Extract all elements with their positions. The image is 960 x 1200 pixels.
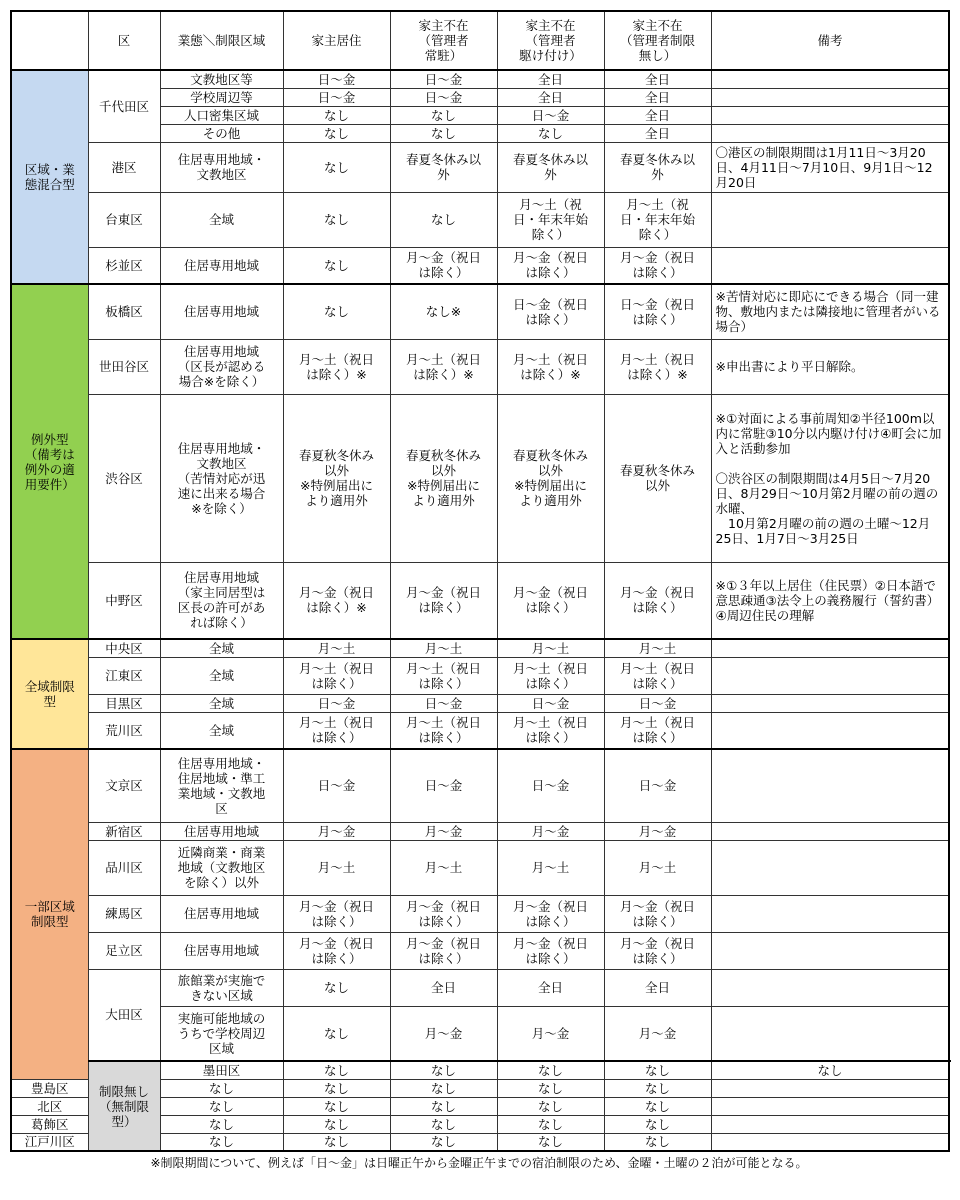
table-row	[11, 247, 949, 284]
table-row	[11, 639, 949, 657]
absent-none-cell: 月～土	[604, 639, 711, 657]
ward-cell: 千代田区	[88, 70, 160, 142]
zone-cell: 全域	[160, 657, 283, 694]
absent-rush-cell: なし	[497, 1133, 604, 1151]
absent-rush-cell: 全日	[497, 70, 604, 88]
table-row	[11, 284, 949, 339]
absent-rush-cell: 月～金（祝日 は除く）	[497, 932, 604, 969]
remarks-cell	[711, 822, 949, 840]
absent-managed-cell: 春夏秋冬休み 以外 ※特例届出に より適用外	[390, 394, 497, 562]
resident-cell: なし	[283, 192, 390, 247]
remarks-cell	[711, 192, 949, 247]
zone-cell: 旅館業が実施で きない区域	[160, 969, 283, 1006]
zone-cell: 住居専用地域・ 文教地区 （苦情対応が迅 速に出来る場合 ※を除く）	[160, 394, 283, 562]
resident-cell: 月～金	[283, 822, 390, 840]
absent-rush-cell: 月～土（祝日 は除く）	[497, 657, 604, 694]
absent-managed-cell: 月～金（祝日 は除く）	[390, 932, 497, 969]
zone-cell: 住居専用地域	[160, 895, 283, 932]
resident-cell: 月～土	[283, 840, 390, 895]
absent-managed-cell: なし	[497, 1061, 604, 1079]
absent-none-cell: 月～金（祝日 は除く）	[604, 895, 711, 932]
absent-none-cell: 全日	[604, 70, 711, 88]
resident-cell: なし	[283, 106, 390, 124]
ward-cell: 江東区	[88, 657, 160, 694]
ward-cell: 品川区	[88, 840, 160, 895]
absent-rush-cell: 日～金	[497, 106, 604, 124]
header-ward: 区	[88, 11, 160, 70]
resident-cell: なし	[283, 124, 390, 142]
absent-managed-cell: 月～金（祝日 は除く）	[390, 247, 497, 284]
absent-rush-cell: 月～土	[497, 639, 604, 657]
remarks-cell	[711, 1097, 949, 1115]
absent-none-cell: 春夏秋冬休み 以外	[604, 394, 711, 562]
absent-managed-cell: なし	[390, 1133, 497, 1151]
resident-cell: なし	[283, 1133, 390, 1151]
zone-cell: なし	[160, 1115, 283, 1133]
zone-cell: 住居専用地域	[160, 822, 283, 840]
category-mixed: 区域・業 態混合型	[11, 70, 88, 284]
resident-cell: 月～金（祝日 は除く）※	[283, 562, 390, 639]
remarks-cell	[711, 712, 949, 749]
regulation-table-container	[10, 10, 948, 1171]
table-row	[11, 749, 949, 822]
absent-rush-cell: なし	[604, 1061, 711, 1079]
absent-managed-cell: 日～金	[390, 749, 497, 822]
absent-none-cell: 春夏冬休み以 外	[604, 142, 711, 192]
table-row	[11, 822, 949, 840]
absent-managed-cell: 春夏冬休み以 外	[390, 142, 497, 192]
absent-none-cell: なし	[604, 1097, 711, 1115]
absent-managed-cell: 日～金	[390, 70, 497, 88]
absent-none-cell: 月～金	[604, 822, 711, 840]
resident-cell: 月～金（祝日 は除く）	[283, 932, 390, 969]
table-row	[11, 895, 949, 932]
absent-none-cell: 月～土（祝日 は除く）※	[604, 339, 711, 394]
absent-managed-cell: なし	[390, 192, 497, 247]
table-row	[11, 969, 949, 1006]
absent-none-cell: 全日	[604, 124, 711, 142]
absent-rush-cell: なし	[497, 1079, 604, 1097]
header-blank	[11, 11, 88, 70]
absent-none-cell: 月～土	[604, 840, 711, 895]
zone-cell: 実施可能地域の うちで学校周辺 区域	[160, 1006, 283, 1061]
zone-cell: 全域	[160, 694, 283, 712]
remarks-cell	[711, 749, 949, 822]
resident-cell: なし	[283, 247, 390, 284]
header-absent-managed: 家主不在 （管理者 常駐）	[390, 11, 497, 70]
resident-cell: 月～土（祝日 は除く）	[283, 657, 390, 694]
absent-none-cell: 全日	[604, 969, 711, 1006]
absent-managed-cell: 月～金（祝日 は除く）	[390, 562, 497, 639]
remarks-cell: ※①３年以上居住（住民票）②日本語で意思疎通③法令上の義務履行（誓約書）④周辺住民の理解	[711, 562, 949, 639]
ward-cell: 練馬区	[88, 895, 160, 932]
zone-cell: なし	[160, 1097, 283, 1115]
absent-managed-cell: 全日	[390, 969, 497, 1006]
ward-cell: 新宿区	[88, 822, 160, 840]
table-row	[11, 339, 949, 394]
absent-rush-cell: 月～土（祝 日・年末年始 除く）	[497, 192, 604, 247]
remarks-cell	[711, 639, 949, 657]
absent-rush-cell: 日～金	[497, 694, 604, 712]
absent-none-cell: なし	[711, 1061, 949, 1079]
absent-none-cell: 月～土（祝日 は除く）	[604, 657, 711, 694]
table-row	[11, 142, 949, 192]
absent-none-cell: 全日	[604, 106, 711, 124]
ward-cell: 北区	[11, 1097, 88, 1115]
absent-managed-cell: なし	[390, 124, 497, 142]
absent-managed-cell: なし	[390, 106, 497, 124]
absent-rush-cell: 月～金（祝日 は除く）	[497, 895, 604, 932]
resident-cell: 月～土（祝日 は除く）	[283, 712, 390, 749]
ward-cell: 台東区	[88, 192, 160, 247]
absent-rush-cell: 日～金	[497, 749, 604, 822]
category-exception: 例外型 （備考は 例外の適 用要件）	[11, 284, 88, 639]
resident-cell: 日～金	[283, 694, 390, 712]
category-partial: 一部区域 制限型	[11, 749, 88, 1079]
absent-rush-cell: 月～土（祝日 は除く）※	[497, 339, 604, 394]
footnote: ※制限期間について、例えば「日～金」は日曜正午から金曜正午までの宿泊制限のため、金曜・土曜の２泊が可能となる。	[150, 1156, 808, 1170]
table-row	[11, 562, 949, 639]
header-resident: 家主居住	[283, 11, 390, 70]
absent-none-cell: 日～金（祝日 は除く）	[604, 284, 711, 339]
remarks-cell	[711, 895, 949, 932]
absent-rush-cell: 全日	[497, 88, 604, 106]
remarks-cell	[711, 70, 949, 88]
remarks-cell: ※①対面による事前周知②半径100m以内に常駐③10分以内駆け付け④町会に加入と活動参加 〇渋谷区の制限期間は4月5日～7月20日、8月29日～10月第2月曜の前の週の水曜、 10月第2月曜の前の週の土曜～12月25日、1月7日～3月25日	[711, 394, 949, 562]
ward-cell: 中野区	[88, 562, 160, 639]
absent-rush-cell: 月～金（祝日 は除く）	[497, 247, 604, 284]
table-row	[11, 1061, 949, 1079]
ward-cell: 目黒区	[88, 694, 160, 712]
remarks-cell: ※申出書により平日解除。	[711, 339, 949, 394]
absent-none-cell: なし	[604, 1133, 711, 1151]
zone-cell: 近隣商業・商業 地域（文教地区 を除く）以外	[160, 840, 283, 895]
absent-none-cell: 月～土（祝 日・年末年始 除く）	[604, 192, 711, 247]
remarks-cell	[711, 1115, 949, 1133]
zone-cell: その他	[160, 124, 283, 142]
ward-cell: 文京区	[88, 749, 160, 822]
absent-rush-cell: 月～金	[497, 1006, 604, 1061]
resident-cell: なし	[283, 142, 390, 192]
resident-cell: なし	[283, 1097, 390, 1115]
remarks-cell	[711, 88, 949, 106]
absent-rush-cell: 春夏秋冬休み 以外 ※特例届出に より適用外	[497, 394, 604, 562]
ward-cell: 渋谷区	[88, 394, 160, 562]
remarks-cell	[711, 247, 949, 284]
absent-none-cell: 月～金（祝日 は除く）	[604, 247, 711, 284]
table-row	[11, 657, 949, 694]
absent-rush-cell: なし	[497, 124, 604, 142]
zone-cell: 住居専用地域・ 文教地区	[160, 142, 283, 192]
resident-cell: 月～金（祝日 は除く）	[283, 895, 390, 932]
zone-cell: 住居専用地域	[160, 284, 283, 339]
absent-rush-cell: 月～土（祝日 は除く）	[497, 712, 604, 749]
absent-none-cell: なし	[604, 1079, 711, 1097]
zone-cell: 人口密集区域	[160, 106, 283, 124]
resident-cell: なし	[283, 284, 390, 339]
zone-cell: 全域	[160, 712, 283, 749]
remarks-cell	[711, 106, 949, 124]
zone-cell: 全域	[160, 192, 283, 247]
absent-none-cell: 全日	[604, 88, 711, 106]
resident-cell: 日～金	[283, 749, 390, 822]
absent-rush-cell: 月～金（祝日 は除く）	[497, 562, 604, 639]
table-row	[11, 394, 949, 562]
absent-managed-cell: 月～金（祝日 は除く）	[390, 895, 497, 932]
zone-cell: なし	[160, 1133, 283, 1151]
absent-rush-cell: 春夏冬休み以 外	[497, 142, 604, 192]
ward-cell: 江戸川区	[11, 1133, 88, 1151]
table-row	[11, 932, 949, 969]
remarks-cell	[711, 657, 949, 694]
absent-managed-cell: 月～土	[390, 840, 497, 895]
remarks-cell	[711, 840, 949, 895]
ward-cell: 足立区	[88, 932, 160, 969]
resident-cell: なし	[283, 1079, 390, 1097]
remarks-cell	[711, 1133, 949, 1151]
header-remarks: 備考	[711, 11, 949, 70]
zone-cell: なし	[160, 1079, 283, 1097]
resident-cell: 月～土（祝日 は除く）※	[283, 339, 390, 394]
ward-cell: 墨田区	[160, 1061, 283, 1079]
table-row	[11, 840, 949, 895]
ward-cell: 荒川区	[88, 712, 160, 749]
resident-cell: なし	[390, 1061, 497, 1079]
minpaku-regulation-table	[10, 10, 950, 1152]
absent-rush-cell: 全日	[497, 969, 604, 1006]
absent-rush-cell: なし	[497, 1115, 604, 1133]
absent-rush-cell: なし	[497, 1097, 604, 1115]
absent-none-cell: 日～金	[604, 694, 711, 712]
ward-cell: 葛飾区	[11, 1115, 88, 1133]
zone-cell: 住居専用地域 （家主同居型は 区長の許可があ れば除く）	[160, 562, 283, 639]
absent-rush-cell: 月～土	[497, 840, 604, 895]
ward-cell: 豊島区	[11, 1079, 88, 1097]
ward-cell: 杉並区	[88, 247, 160, 284]
zone-cell: 住居専用地域	[160, 247, 283, 284]
ward-cell: 大田区	[88, 969, 160, 1061]
absent-managed-cell: 月～土（祝日 は除く）	[390, 712, 497, 749]
absent-managed-cell: なし※	[390, 284, 497, 339]
zone-cell: 学校周辺等	[160, 88, 283, 106]
table-row	[11, 712, 949, 749]
absent-none-cell: 月～土（祝日 は除く）	[604, 712, 711, 749]
resident-cell: 日～金	[283, 70, 390, 88]
ward-cell: 中央区	[88, 639, 160, 657]
absent-managed-cell: なし	[390, 1097, 497, 1115]
remarks-cell	[711, 694, 949, 712]
remarks-cell	[711, 1006, 949, 1061]
absent-managed-cell: 月～土（祝日 は除く）	[390, 657, 497, 694]
absent-rush-cell: 日～金（祝日 は除く）	[497, 284, 604, 339]
remarks-cell: 〇港区の制限期間は1月11日～3月20日、4月11日～7月10日、9月1日～12月20日	[711, 142, 949, 192]
zone-cell: 住居専用地域・ 住居地域・準工 業地域・文教地 区	[160, 749, 283, 822]
remarks-cell	[711, 1079, 949, 1097]
absent-none-cell: 月～金（祝日 は除く）	[604, 932, 711, 969]
absent-managed-cell: 日～金	[390, 88, 497, 106]
remarks-cell: ※苦情対応に即応にできる場合（同一建物、敷地内または隣接地に管理者がいる場合）	[711, 284, 949, 339]
absent-none-cell: 日～金	[604, 749, 711, 822]
table-row	[11, 694, 949, 712]
header-row	[11, 11, 949, 70]
resident-cell: なし	[283, 1006, 390, 1061]
absent-managed-cell: 月～土	[390, 639, 497, 657]
resident-cell: 日～金	[283, 88, 390, 106]
category-all: 全域制限 型	[11, 639, 88, 749]
absent-managed-cell: 月～土（祝日 は除く）※	[390, 339, 497, 394]
resident-cell: 春夏秋冬休み 以外 ※特例届出に より適用外	[283, 394, 390, 562]
resident-cell: なし	[283, 969, 390, 1006]
zone-cell: 文教地区等	[160, 70, 283, 88]
absent-managed-cell: 月～金	[390, 1006, 497, 1061]
header-absent-rush: 家主不在 （管理者 駆け付け）	[497, 11, 604, 70]
zone-cell: 住居専用地域 （区長が認める 場合※を除く）	[160, 339, 283, 394]
zone-cell: なし	[283, 1061, 390, 1079]
table-row	[11, 192, 949, 247]
ward-cell: 港区	[88, 142, 160, 192]
category-none: 制限無し （無制限 型）	[88, 1061, 160, 1151]
remarks-cell	[711, 932, 949, 969]
absent-rush-cell: 月～金	[497, 822, 604, 840]
table-row	[11, 70, 949, 88]
zone-cell: 住居専用地域	[160, 932, 283, 969]
absent-none-cell: 月～金	[604, 1006, 711, 1061]
header-zone: 業態＼制限区域	[160, 11, 283, 70]
remarks-cell	[711, 124, 949, 142]
ward-cell: 世田谷区	[88, 339, 160, 394]
resident-cell: なし	[283, 1115, 390, 1133]
absent-none-cell: 月～金（祝日 は除く）	[604, 562, 711, 639]
absent-managed-cell: なし	[390, 1079, 497, 1097]
absent-managed-cell: なし	[390, 1115, 497, 1133]
header-absent-none: 家主不在 （管理者制限 無し）	[604, 11, 711, 70]
absent-managed-cell: 月～金	[390, 822, 497, 840]
absent-none-cell: なし	[604, 1115, 711, 1133]
remarks-cell	[711, 969, 949, 1006]
resident-cell: 月～土	[283, 639, 390, 657]
absent-managed-cell: 日～金	[390, 694, 497, 712]
ward-cell: 板橋区	[88, 284, 160, 339]
zone-cell: 全域	[160, 639, 283, 657]
